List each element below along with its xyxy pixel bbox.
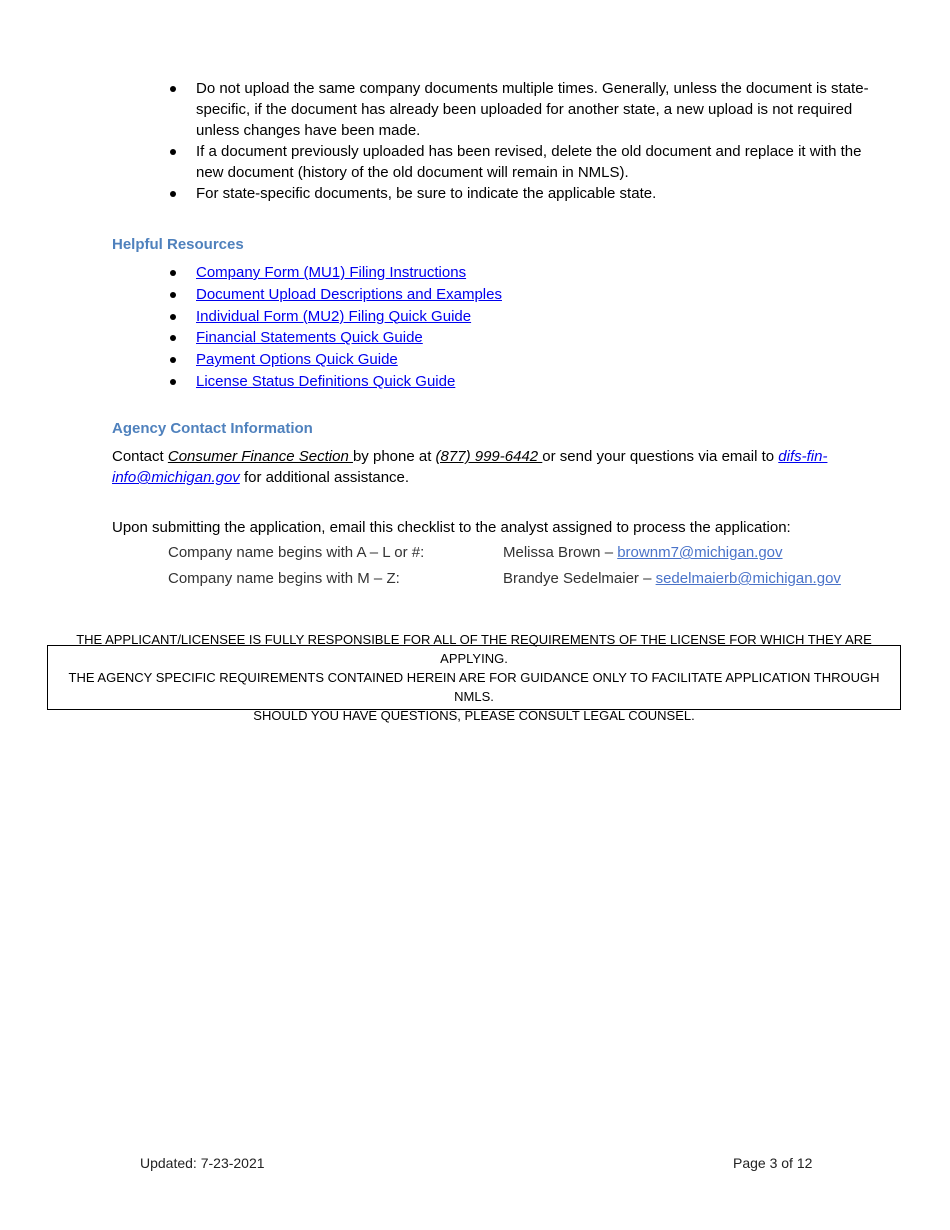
analyst-name: Melissa Brown – (503, 544, 618, 561)
footer-page-number: Page 3 of 12 (733, 1155, 813, 1171)
guideline-text: For state-specific documents, be sure to indicate the applicable state. (196, 185, 657, 202)
mu2-filing-guide-link[interactable]: Individual Form (MU2) Filing Quick Guide (196, 307, 472, 325)
helpful-resources-heading: Helpful Resources (112, 236, 244, 253)
payment-options-guide-link[interactable]: Payment Options Quick Guide (196, 351, 398, 369)
bullet-icon (170, 149, 176, 155)
footer-updated-date: Updated: 7-23-2021 (140, 1155, 265, 1171)
analyst-assignment (503, 568, 841, 589)
upload-guidelines-list (168, 78, 878, 204)
license-status-guide-link[interactable]: License Status Definitions Quick Guide (196, 372, 456, 390)
list-item (168, 262, 878, 284)
disclaimer-line: THE APPLICANT/LICENSEE IS FULLY RESPONSIBLE FOR ALL OF THE REQUIREMENTS OF THE LICENSE FOR WHICH THEY ARE APPLYING. (76, 632, 872, 666)
contact-email-link[interactable]: difs-fin-info@michigan.gov (112, 448, 828, 486)
list-item (168, 183, 878, 204)
agency-contact-heading: Agency Contact Information (112, 420, 313, 437)
contact-paragraph (112, 446, 862, 488)
phone-prefix-text: by phone at (352, 448, 436, 465)
bullet-icon (170, 379, 176, 385)
phone-number-link[interactable]: (877) 999-6442 (435, 448, 543, 465)
analyst-criteria: Company name begins with M – Z: (168, 570, 400, 587)
guideline-text: Do not upload the same company documents multiple times. Generally, unless the document is state-specific, if the document has already been uploaded for another state, a new upload is not required unless changes have been made. (196, 80, 869, 139)
bullet-icon (170, 292, 176, 298)
analyst-email-link[interactable]: brownm7@michigan.gov (617, 544, 783, 561)
list-item (168, 349, 878, 371)
bullet-icon (170, 191, 176, 197)
submission-instruction: Upon submitting the application, email this checklist to the analyst assigned to process the application: (112, 519, 791, 536)
document-upload-descriptions-link[interactable]: Document Upload Descriptions and Examples (196, 285, 502, 303)
bullet-icon (170, 335, 176, 341)
helpful-resources-list (168, 262, 878, 393)
list-item (168, 371, 878, 393)
list-item (168, 141, 878, 183)
contact-prefix-text: Contact (112, 448, 168, 465)
contact-suffix-text: for additional assistance. (239, 469, 410, 486)
email-prefix-text: or send your questions via email to (542, 448, 779, 465)
bullet-icon (170, 314, 176, 320)
analyst-name: Brandye Sedelmaier – (503, 570, 656, 587)
mu1-filing-instructions-link[interactable]: Company Form (MU1) Filing Instructions (196, 264, 467, 281)
disclaimer-line: SHOULD YOU HAVE QUESTIONS, PLEASE CONSULT LEGAL COUNSEL. (253, 708, 695, 723)
bullet-icon (170, 357, 176, 363)
guideline-text: If a document previously uploaded has been revised, delete the old document and replace it with the new document (history of the old document will remain in NMLS). (196, 143, 862, 181)
list-item (168, 327, 878, 349)
disclaimer-line: THE AGENCY SPECIFIC REQUIREMENTS CONTAINED HEREIN ARE FOR GUIDANCE ONLY TO FACILITATE APPLICATION THROUGH NMLS. (68, 670, 880, 704)
bullet-icon (170, 270, 176, 276)
list-item (168, 78, 878, 141)
analyst-criteria: Company name begins with A – L or #: (168, 544, 425, 561)
analyst-email-link[interactable]: sedelmaierb@michigan.gov (655, 570, 841, 587)
list-item (168, 306, 878, 328)
financial-statements-guide-link[interactable]: Financial Statements Quick Guide (196, 329, 423, 347)
bullet-icon (170, 86, 176, 92)
consumer-finance-section-link[interactable]: Consumer Finance Section (167, 448, 353, 465)
analyst-assignment (503, 542, 783, 563)
list-item (168, 284, 878, 306)
disclaimer-box (47, 632, 901, 723)
